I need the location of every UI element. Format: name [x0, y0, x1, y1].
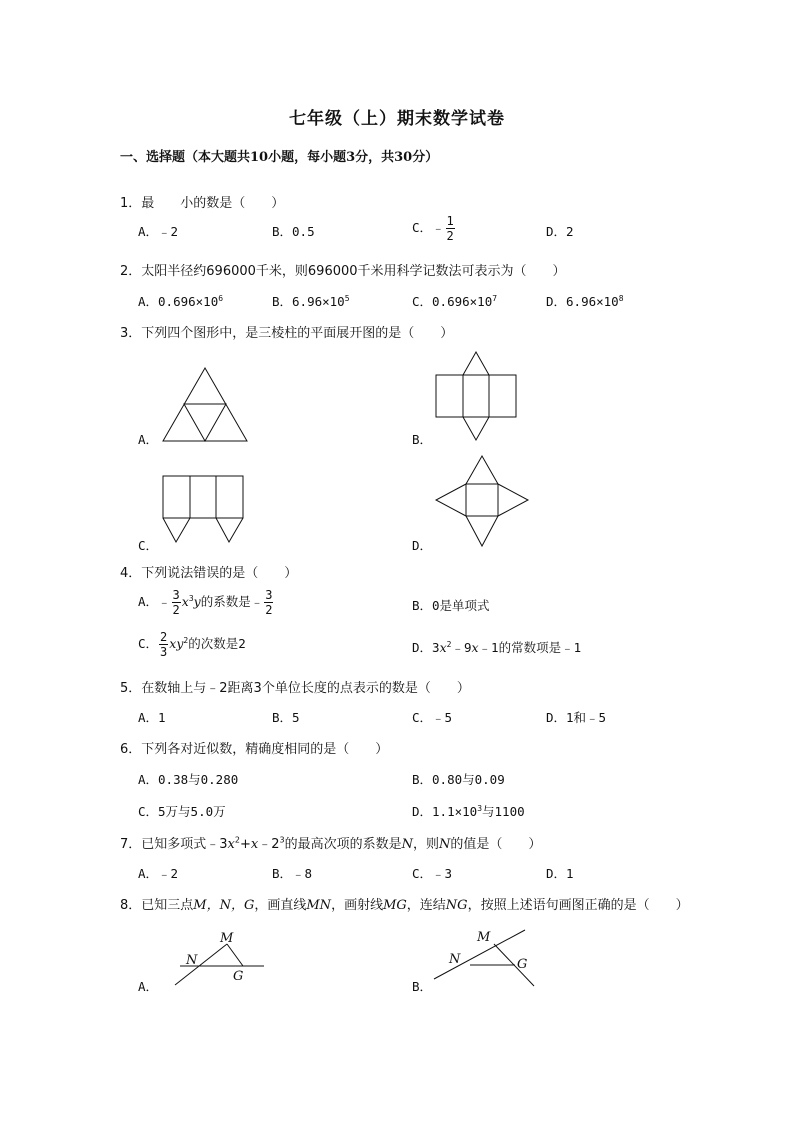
question-2-stem: 2．太阳半径约696000千米，则696000千米用科学记数法可表示为（ ）	[120, 264, 566, 279]
exponent: 3	[477, 803, 483, 813]
q4-c-prefix: C．	[138, 636, 159, 651]
variable: x	[250, 837, 259, 852]
numerator: 1	[446, 214, 454, 228]
segment-label: NG	[445, 898, 468, 913]
denominator: 2	[172, 603, 180, 617]
question-5-stem: 5．在数轴上与﹣2距离3个单位长度的点表示的数是（ ）	[120, 681, 470, 696]
q2-d-base: D．6.96×10	[546, 294, 619, 309]
variable: x	[181, 594, 189, 609]
variable: xy	[169, 636, 184, 651]
q3-option-c[interactable]: C．	[138, 538, 159, 553]
q3-option-a[interactable]: A．	[138, 432, 159, 447]
q7-option-d[interactable]: D．1	[546, 866, 574, 881]
exponent: 5	[344, 293, 350, 303]
variable: N	[439, 837, 451, 852]
variable: x	[227, 837, 235, 852]
exponent: 3	[188, 593, 194, 603]
label-m: M	[477, 930, 491, 945]
q5-option-d[interactable]: D．1和﹣5	[546, 710, 607, 725]
stem-text: ，画射线	[331, 898, 384, 913]
question-3-stem: 3．下列四个图形中，是三棱柱的平面展开图的是（ ）	[120, 326, 454, 341]
denominator: 2	[265, 603, 273, 617]
page-title: 七年级（上）期末数学试卷	[289, 109, 505, 129]
q2-b-base: B．6.96×10	[272, 294, 345, 309]
q7-option-a[interactable]: A．﹣2	[138, 866, 179, 881]
q6-option-a[interactable]: A．0.38与0.280	[138, 772, 239, 787]
points-label: M，N，G	[193, 898, 255, 913]
q4-d-prefix: D．3	[412, 640, 440, 655]
q6-d-prefix: D．1.1×10	[412, 804, 478, 819]
stem-text: ，画直线	[254, 898, 307, 913]
numerator: 2	[160, 630, 168, 644]
label-g: G	[517, 957, 528, 972]
ray-label: MG	[383, 898, 407, 913]
numerator: 3	[265, 588, 273, 602]
exponent: 8	[618, 293, 624, 303]
q6-option-b[interactable]: B．0.80与0.09	[412, 772, 505, 787]
q1-option-b[interactable]: B．0.5	[272, 224, 315, 239]
q6-d-rest: 与1100	[482, 804, 525, 819]
variable: x	[471, 640, 479, 655]
variable: x	[439, 640, 447, 655]
q8-option-a[interactable]: A．	[138, 979, 159, 994]
stem-text: 8．已知三点	[120, 898, 194, 913]
q4-a-prefix: A．﹣	[138, 594, 171, 609]
denominator: 2	[446, 229, 454, 243]
label-m: M	[220, 931, 234, 946]
label-g: G	[233, 969, 244, 984]
exponent: 7	[492, 293, 498, 303]
q4-d-rest: ﹣1的常数项是﹣1	[478, 640, 582, 655]
stem-text: ，连结	[406, 898, 446, 913]
stem-text: 的最高次项的系数是	[284, 837, 402, 852]
q8-option-b[interactable]: B．	[412, 979, 433, 994]
q5-option-c[interactable]: C．﹣5	[412, 710, 453, 725]
q4-c-rest: 的次数是2	[188, 636, 246, 651]
label-n: N	[186, 953, 198, 968]
geometry-figure-a	[175, 931, 264, 985]
line-label: MN	[306, 898, 332, 913]
q1-option-a[interactable]: A．﹣2	[138, 224, 179, 239]
stem-text: +	[239, 837, 251, 852]
q3-option-b[interactable]: B．	[412, 432, 433, 447]
q7-option-c[interactable]: C．﹣3	[412, 866, 453, 881]
stem-text: 7．已知多项式﹣3	[120, 837, 228, 852]
q4-d-mid: ﹣9	[451, 640, 472, 655]
q1-option-d[interactable]: D．2	[546, 224, 574, 239]
section-heading: 一、选择题（本大题共10小题，每小题3分，共30分）	[120, 150, 439, 165]
q6-option-c[interactable]: C．5万与5.0万	[138, 804, 226, 819]
geometry-figure-b	[434, 930, 534, 986]
stem-text: 的值是（ ）	[450, 837, 542, 852]
question-1-stem: 1．最 小的数是（ ）	[120, 196, 285, 211]
q4-a-mid: 的系数是﹣	[200, 594, 264, 609]
denominator: 3	[160, 645, 168, 659]
q5-option-b[interactable]: B．5	[272, 710, 300, 725]
exponent: 3	[279, 835, 285, 845]
question-4-stem: 4．下列说法错误的是（ ）	[120, 566, 298, 581]
exponent: 2	[446, 639, 452, 649]
q7-option-b[interactable]: B．﹣8	[272, 866, 313, 881]
variable: N	[401, 837, 413, 852]
q3-option-d[interactable]: D．	[412, 538, 433, 553]
q4-option-b[interactable]: B．0是单项式	[412, 598, 490, 613]
exponent: 6	[218, 293, 224, 303]
q2-a-base: A．0.696×10	[138, 294, 219, 309]
q1-option-c-prefix: C．﹣	[412, 220, 445, 235]
q2-c-base: C．0.696×10	[412, 294, 493, 309]
stem-text: ，则	[413, 837, 440, 852]
q5-option-a[interactable]: A．1	[138, 710, 166, 725]
exponent: 2	[234, 835, 240, 845]
question-6-stem: 6．下列各对近似数，精确度相同的是（ ）	[120, 742, 389, 757]
numerator: 3	[172, 588, 180, 602]
variable: y	[193, 594, 201, 609]
exponent: 2	[183, 635, 189, 645]
stem-text: ﹣2	[258, 837, 280, 852]
stem-text: ，按照上述语句画图正确的是（ ）	[467, 898, 689, 913]
label-n: N	[449, 952, 461, 967]
